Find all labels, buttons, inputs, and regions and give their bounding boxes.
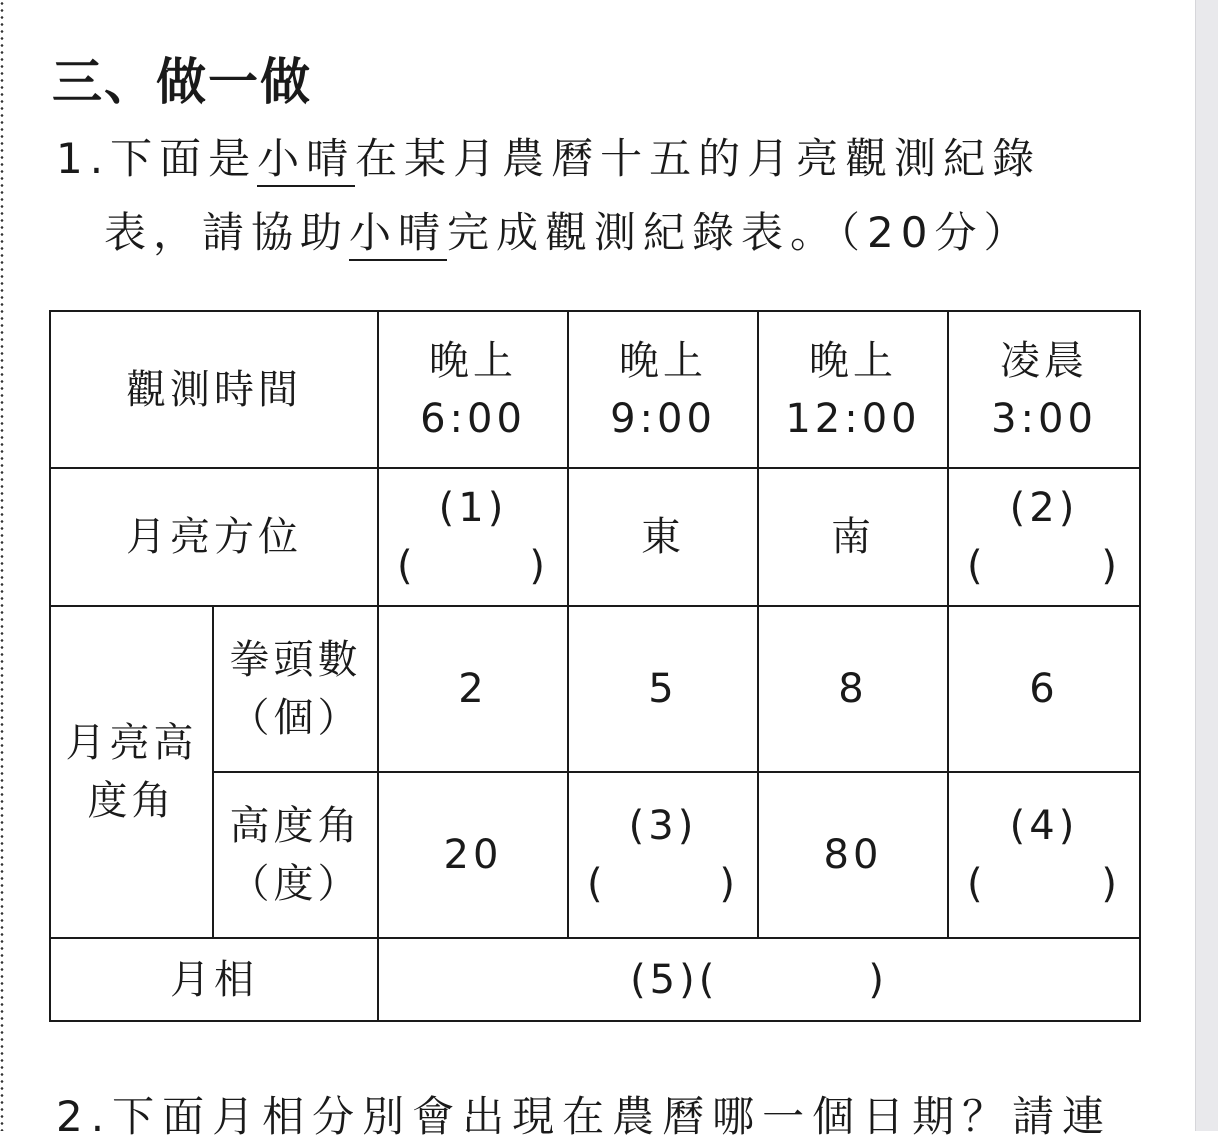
blank-label: (4) (1009, 803, 1079, 849)
time-cell-4 (948, 311, 1140, 468)
answer-blank-3[interactable] (568, 772, 758, 938)
fist-value: 8 (758, 606, 948, 772)
table-row-direction (50, 468, 1140, 606)
time-period: 凌晨 (1000, 337, 1088, 384)
question-number: 1. (56, 134, 111, 183)
fist-value: 6 (948, 606, 1140, 772)
phase-header: 月相 (50, 938, 378, 1021)
paren-open: ( (587, 861, 607, 907)
answer-parens (949, 537, 1139, 595)
answer-parens (379, 537, 567, 595)
name-underlined-2: 小晴 (349, 208, 447, 261)
q1-text-a: 下面是 (110, 134, 258, 183)
time-period: 晚上 (619, 337, 707, 384)
time-cell-2 (568, 311, 758, 468)
altitude-header: 月亮高度角 (50, 606, 213, 938)
time-clock: 3:00 (991, 395, 1097, 442)
time-cell-3 (758, 311, 948, 468)
observation-table (49, 310, 1141, 1022)
viewer-scroll-edge (1195, 0, 1218, 1131)
paren-close: ) (1101, 861, 1121, 907)
paren-close: ) (719, 861, 739, 907)
paren-open: ( (967, 861, 987, 907)
blank-label: (5)( (630, 956, 719, 1003)
question-1-line-2 (104, 204, 1032, 262)
section-title: 三、做一做 (52, 53, 312, 111)
time-period: 晚上 (809, 337, 897, 384)
table-row-fists (50, 606, 1140, 772)
q1-text-c: 表，請協助 (104, 208, 350, 257)
time-cell-1 (378, 311, 568, 468)
blank-label: (2) (1009, 485, 1079, 531)
degree-value-1: 20 (378, 772, 568, 938)
fist-label: 拳頭數（個） (213, 606, 378, 772)
time-clock: 9:00 (610, 395, 716, 442)
direction-header: 月亮方位 (50, 468, 378, 606)
table-row-time (50, 311, 1140, 468)
degree-label: 高度角（度） (213, 772, 378, 938)
time-period: 晚上 (429, 337, 517, 384)
table-row-phase (50, 938, 1140, 1021)
answer-parens (569, 855, 757, 913)
direction-south: 南 (758, 468, 948, 606)
blank-label: (1) (438, 485, 508, 531)
answer-blank-4[interactable] (948, 772, 1140, 938)
paren-close: ) (868, 956, 888, 1003)
time-header: 觀測時間 (50, 311, 378, 468)
blank-label: (3) (628, 803, 698, 849)
table-row-degrees (50, 772, 1140, 938)
fist-value: 2 (378, 606, 568, 772)
paren-close: ) (529, 543, 549, 589)
answer-blank-2[interactable] (948, 468, 1140, 606)
answer-blank-5[interactable] (378, 938, 1140, 1021)
paren-close: ) (1101, 543, 1121, 589)
dotted-margin (0, 0, 4, 1131)
time-clock: 6:00 (420, 395, 526, 442)
question-1-line-1 (56, 130, 1041, 188)
q1-text-d: 完成觀測紀錄表。（20分） (447, 208, 1033, 257)
time-clock: 12:00 (785, 395, 921, 442)
name-underlined: 小晴 (257, 134, 355, 187)
paren-open: ( (967, 543, 987, 589)
direction-east: 東 (568, 468, 758, 606)
paren-open: ( (397, 543, 417, 589)
answer-blank-1[interactable] (378, 468, 568, 606)
answer-parens (949, 855, 1139, 913)
degree-value-3: 80 (758, 772, 948, 938)
question-2-text: 2.下面月相分別會出現在農曆哪一個日期？請連 (56, 1092, 1113, 1141)
fist-value: 5 (568, 606, 758, 772)
q1-text-b: 在某月農曆十五的月亮觀測紀錄 (355, 134, 1042, 183)
